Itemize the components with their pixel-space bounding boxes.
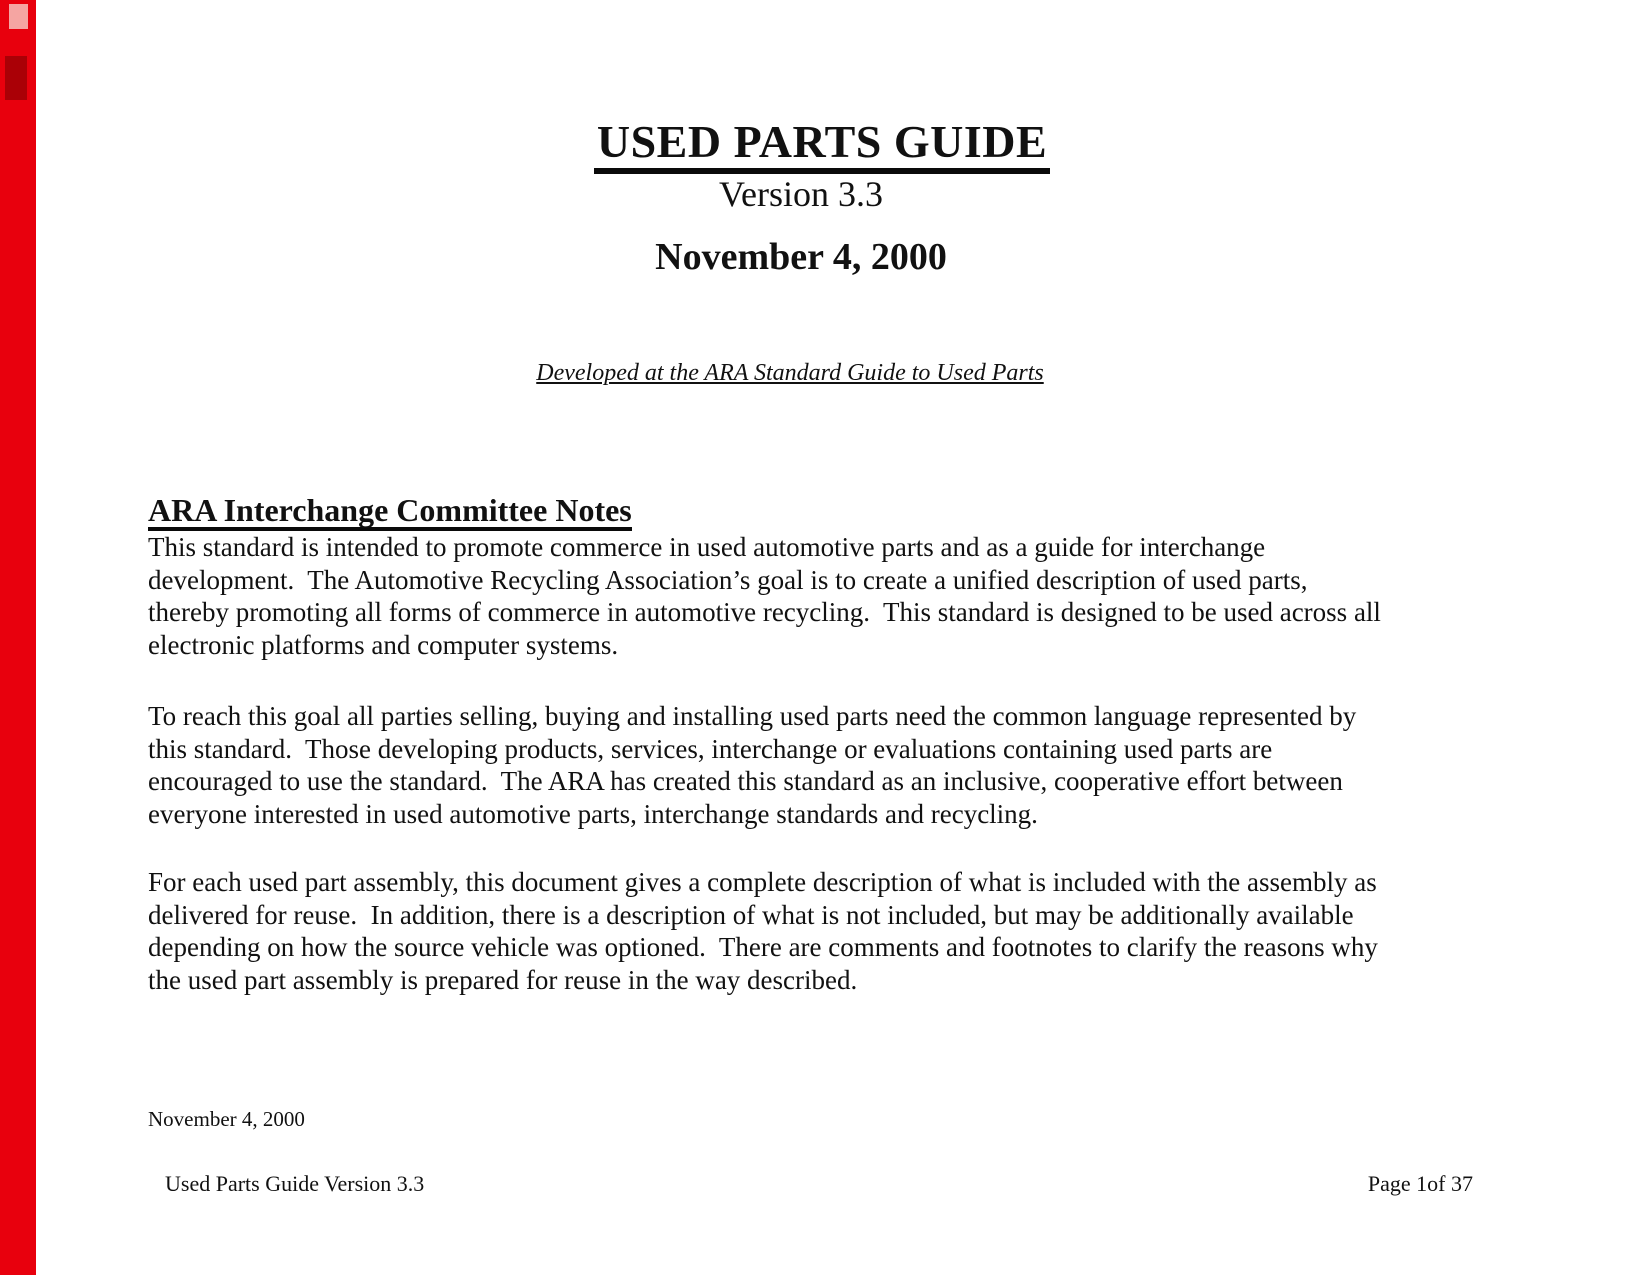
footer-document-name: Used Parts Guide Version 3.3 [165,1171,425,1196]
tagline: Developed at the ARA Standard Guide to Used Parts [536,360,1044,386]
section-heading [148,494,632,531]
section-heading-text: ARA Interchange Committee Notes [148,494,632,531]
footer-date: November 4, 2000 [148,1107,305,1131]
footer-page-number: Page 1of 37 [1367,1171,1473,1196]
body-line: To reach this goal all parties selling, buying and installing used parts need the common language represented by [148,701,1357,731]
version-subtitle: Version 3.3 [719,174,883,214]
paragraph-1 [148,531,1381,661]
body-line: development. The Automotive Recycling Association’s goal is to create a unified description of used parts, [148,564,1308,595]
body-line: this standard. Those developing products, services, interchange or evaluations containing used parts are [148,733,1273,764]
body-line: thereby promoting all forms of commerce in automotive recycling. This standard is designed to be used across all [148,597,1381,627]
title-band [0,116,1602,174]
body-line: For each used part assembly, this document gives a complete description of what is included with the assembly as [148,867,1377,897]
body-line: electronic platforms and computer systems. [148,629,619,660]
body-line: encouraged to use the standard. The ARA has created this standard as an inclusive, cooperative effort between [148,766,1343,796]
page-title: USED PARTS GUIDE [594,119,1050,174]
scan-edge-mark-dark [5,56,27,100]
paragraph-2 [148,700,1356,830]
document-date: November 4, 2000 [655,236,947,278]
body-line: everyone interested in used automotive parts, interchange standards and recycling. [148,798,1038,829]
subtitle-band [0,176,1602,212]
body-line: delivered for reuse. In addition, there is a description of what is not included, but may be additionally available [148,899,1354,930]
body-line: This standard is intended to promote commerce in used automotive parts and as a guide for interchange [148,532,1266,562]
scan-edge-mark-light [9,4,28,29]
date-band [0,238,1602,276]
tagline-band [0,361,1602,385]
body-line: depending on how the source vehicle was optioned. There are comments and footnotes to clarify the reasons why [148,932,1378,962]
body-line: the used part assembly is prepared for reuse in the way described. [148,964,858,995]
paragraph-3 [148,866,1378,996]
